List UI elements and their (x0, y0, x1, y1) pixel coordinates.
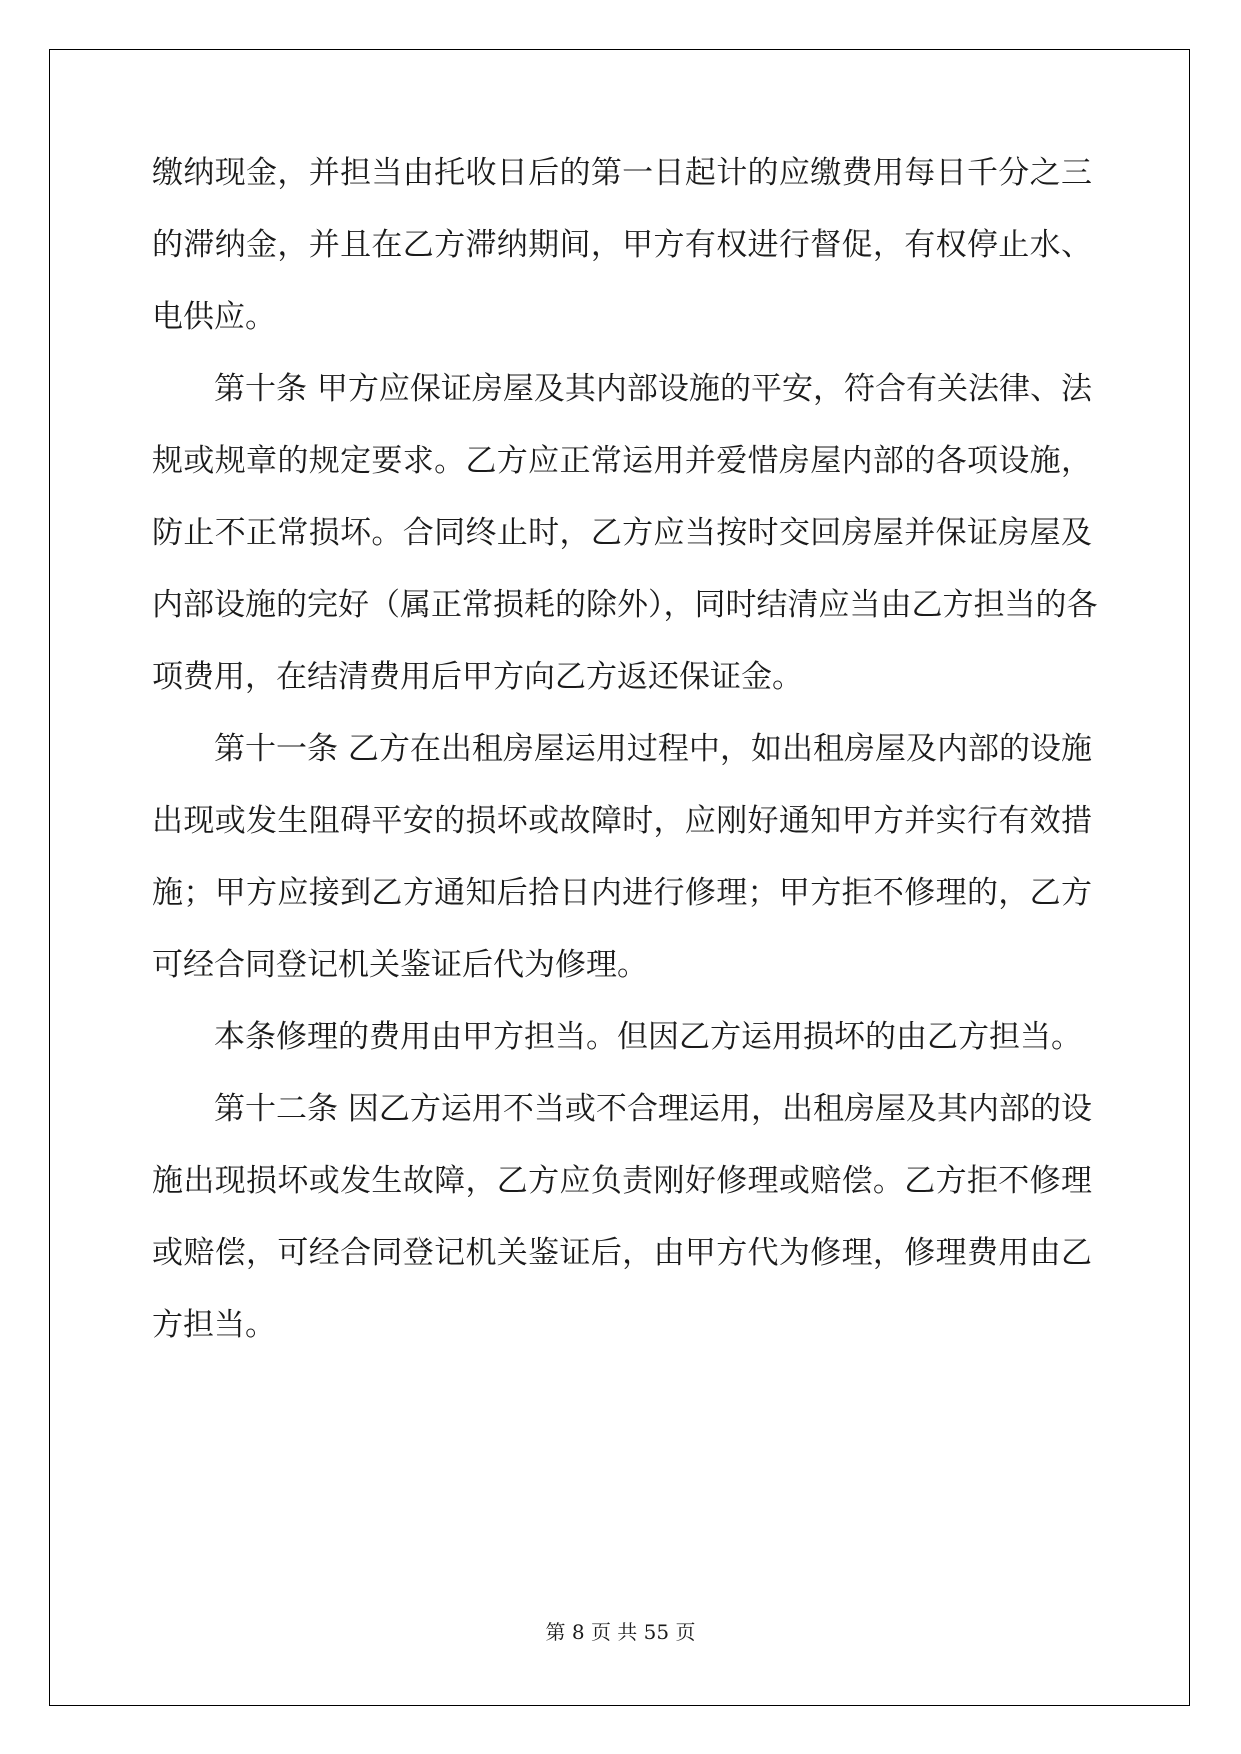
text-line: 出现或发生阻碍平安的损坏或故障时，应刚好通知甲方并实行有效措 (152, 803, 1092, 839)
text-line: 第十二条 因乙方运用不当或不合理运用，出租房屋及其内部的设 (214, 1091, 1092, 1127)
text-line: 缴纳现金，并担当由托收日后的第一日起计的应缴费用每日千分之三 (152, 155, 1092, 191)
text-line: 或赔偿，可经合同登记机关鉴证后，由甲方代为修理，修理费用由乙 (152, 1235, 1092, 1271)
text-line: 第十一条 乙方在出租房屋运用过程中，如出租房屋及内部的设施 (214, 731, 1092, 767)
text-line: 内部设施的完好（属正常损耗的除外），同时结清应当由乙方担当的各 (152, 587, 1098, 623)
text-line: 的滞纳金，并且在乙方滞纳期间，甲方有权进行督促，有权停止水、 (152, 227, 1092, 263)
page-number: 第 8 页 共 55 页 (545, 1620, 696, 1644)
text-line: 规或规章的规定要求。乙方应正常运用并爱惜房屋内部的各项设施， (152, 443, 1092, 479)
text-line: 电供应。 (152, 299, 276, 335)
text-line: 本条修理的费用由甲方担当。但因乙方运用损坏的由乙方担当。 (214, 1019, 1082, 1055)
text-line: 防止不正常损坏。合同终止时，乙方应当按时交回房屋并保证房屋及 (152, 515, 1092, 551)
text-line: 第十条 甲方应保证房屋及其内部设施的平安，符合有关法律、法 (214, 371, 1092, 407)
text-line: 施；甲方应接到乙方通知后拾日内进行修理；甲方拒不修理的，乙方 (152, 875, 1092, 911)
text-line: 项费用，在结清费用后甲方向乙方返还保证金。 (152, 659, 803, 695)
text-line: 方担当。 (152, 1307, 276, 1343)
text-line: 施出现损坏或发生故障，乙方应负责刚好修理或赔偿。乙方拒不修理 (152, 1163, 1092, 1199)
text-line: 可经合同登记机关鉴证后代为修理。 (152, 947, 648, 983)
